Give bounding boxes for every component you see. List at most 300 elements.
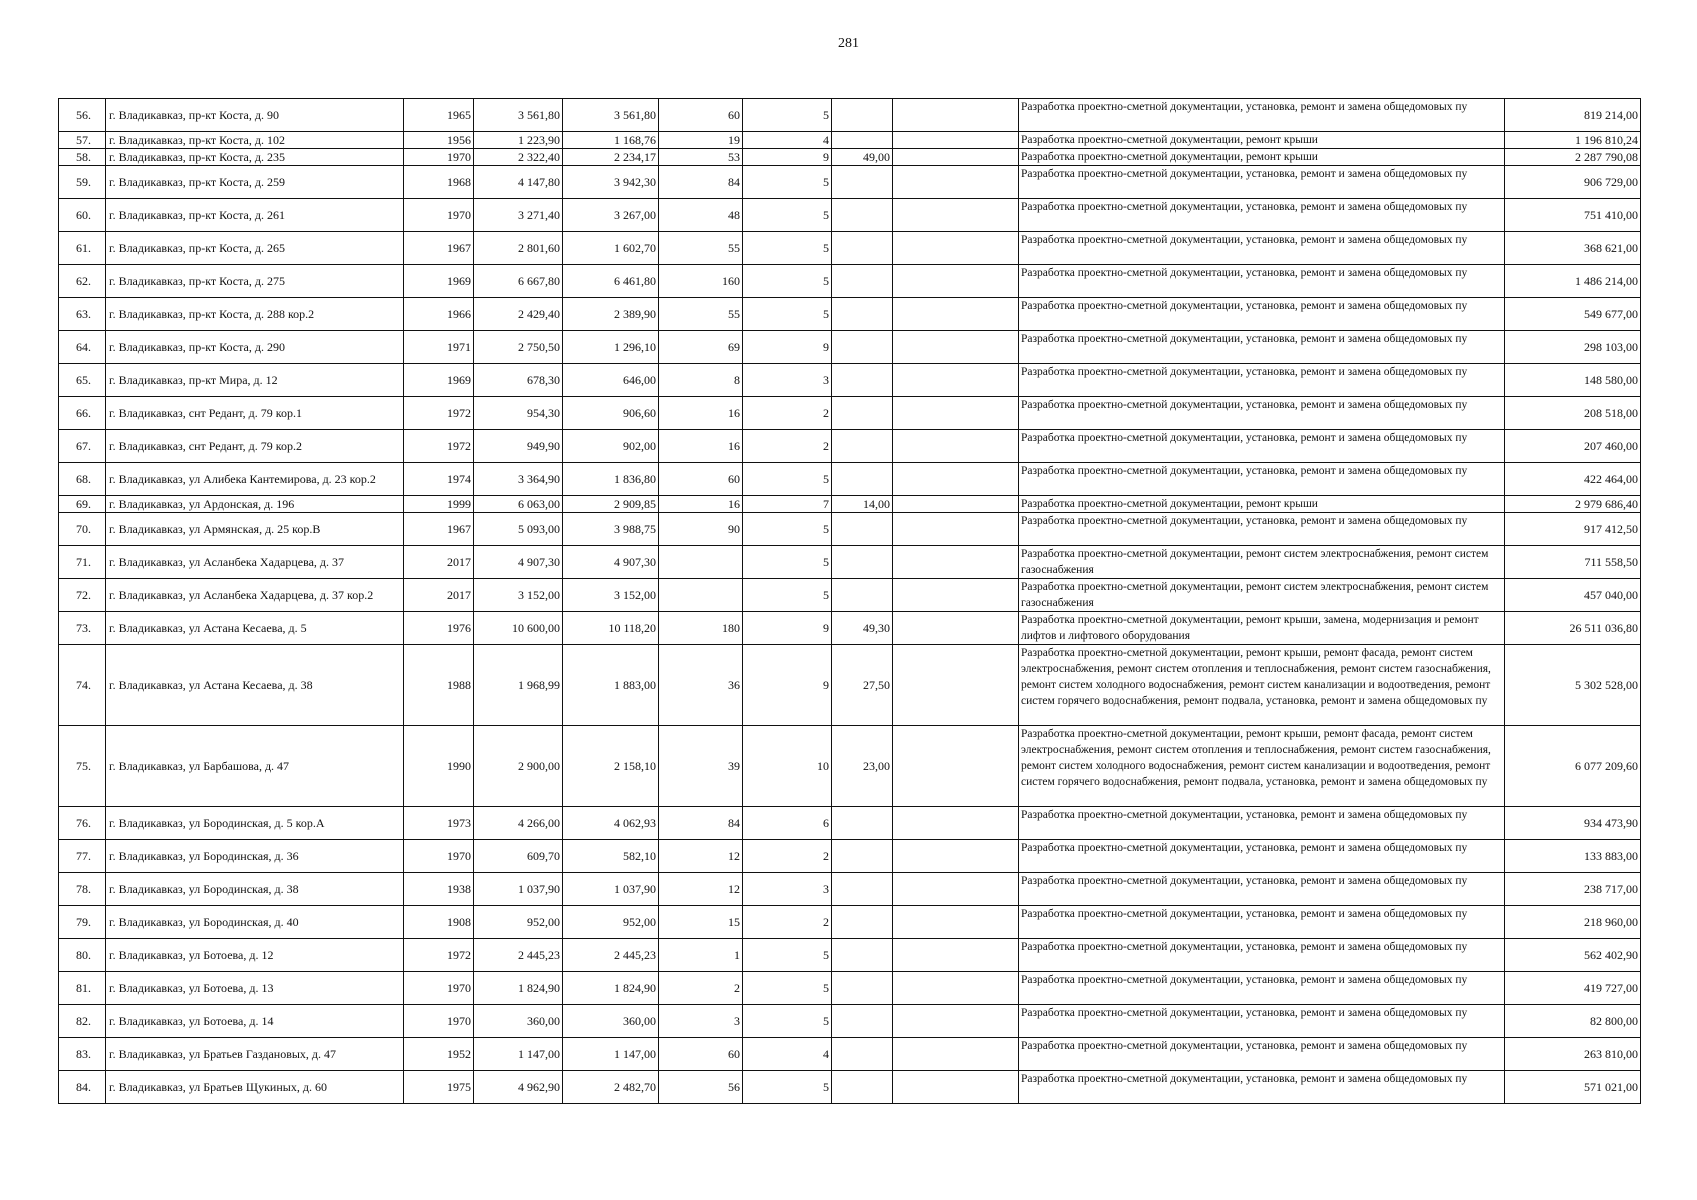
row-number: 64.	[59, 331, 106, 364]
floors-cell: 5	[743, 99, 832, 132]
roof-area-cell	[832, 132, 893, 149]
address-cell: г. Владикавказ, ул Бородинская, д. 5 кор.А	[106, 807, 404, 840]
roof-area-cell	[832, 513, 893, 546]
row-number: 81.	[59, 972, 106, 1005]
work-description-cell: Разработка проектно-сметной документации, установка, ремонт и замена общедомовых пу	[1019, 430, 1505, 463]
living-area-cell: 2 445,23	[563, 939, 659, 972]
empty-cell	[893, 546, 1019, 579]
row-number: 57.	[59, 132, 106, 149]
address-cell: г. Владикавказ, пр-кт Коста, д. 261	[106, 199, 404, 232]
table-row	[59, 840, 1641, 873]
work-description-cell: Разработка проектно-сметной документации, установка, ремонт и замена общедомовых пу	[1019, 939, 1505, 972]
living-area-cell: 1 168,76	[563, 132, 659, 149]
roof-area-cell	[832, 1005, 893, 1038]
roof-area-cell	[832, 199, 893, 232]
year-cell: 1967	[404, 513, 474, 546]
work-description-cell: Разработка проектно-сметной документации, установка, ремонт и замена общедомовых пу	[1019, 1005, 1505, 1038]
registry-table	[58, 98, 1641, 1104]
living-area-cell: 3 988,75	[563, 513, 659, 546]
work-description-cell: Разработка проектно-сметной документации, установка, ремонт и замена общедомовых пу	[1019, 397, 1505, 430]
cost-cell: 208 518,00	[1505, 397, 1641, 430]
living-area-cell: 2 909,85	[563, 496, 659, 513]
residents-cell: 69	[659, 331, 743, 364]
row-number: 71.	[59, 546, 106, 579]
living-area-cell: 2 234,17	[563, 149, 659, 166]
total-area-cell: 1 147,00	[474, 1038, 563, 1071]
residents-cell: 39	[659, 726, 743, 807]
empty-cell	[893, 840, 1019, 873]
roof-area-cell: 49,30	[832, 612, 893, 645]
work-description-cell: Разработка проектно-сметной документации, установка, ремонт и замена общедомовых пу	[1019, 807, 1505, 840]
empty-cell	[893, 364, 1019, 397]
living-area-cell: 952,00	[563, 906, 659, 939]
roof-area-cell	[832, 972, 893, 1005]
table-row	[59, 496, 1641, 513]
address-cell: г. Владикавказ, ул Ботоева, д. 13	[106, 972, 404, 1005]
living-area-cell: 1 883,00	[563, 645, 659, 726]
table-row	[59, 397, 1641, 430]
residents-cell: 19	[659, 132, 743, 149]
row-number: 67.	[59, 430, 106, 463]
year-cell: 1999	[404, 496, 474, 513]
cost-cell: 819 214,00	[1505, 99, 1641, 132]
floors-cell: 2	[743, 906, 832, 939]
cost-cell: 82 800,00	[1505, 1005, 1641, 1038]
year-cell: 1965	[404, 99, 474, 132]
address-cell: г. Владикавказ, ул Братьев Газдановых, д. 47	[106, 1038, 404, 1071]
work-description-cell: Разработка проектно-сметной документации, ремонт крыши	[1019, 149, 1505, 166]
year-cell: 1967	[404, 232, 474, 265]
cost-cell: 238 717,00	[1505, 873, 1641, 906]
living-area-cell: 360,00	[563, 1005, 659, 1038]
floors-cell: 7	[743, 496, 832, 513]
floors-cell: 5	[743, 265, 832, 298]
year-cell: 1988	[404, 645, 474, 726]
cost-cell: 751 410,00	[1505, 199, 1641, 232]
cost-cell: 2 287 790,08	[1505, 149, 1641, 166]
living-area-cell: 2 158,10	[563, 726, 659, 807]
row-number: 78.	[59, 873, 106, 906]
table-row	[59, 972, 1641, 1005]
year-cell: 1970	[404, 972, 474, 1005]
work-description-cell: Разработка проектно-сметной документации, установка, ремонт и замена общедомовых пу	[1019, 1071, 1505, 1104]
empty-cell	[893, 726, 1019, 807]
address-cell: г. Владикавказ, ул Асланбека Хадарцева, д. 37 кор.2	[106, 579, 404, 612]
work-description-cell: Разработка проектно-сметной документации, ремонт крыши	[1019, 496, 1505, 513]
living-area-cell: 10 118,20	[563, 612, 659, 645]
table-row	[59, 513, 1641, 546]
work-description-cell: Разработка проектно-сметной документации, ремонт систем электроснабжения, ремонт систем газоснабжения	[1019, 579, 1505, 612]
roof-area-cell	[832, 546, 893, 579]
roof-area-cell	[832, 939, 893, 972]
living-area-cell: 3 942,30	[563, 166, 659, 199]
empty-cell	[893, 1005, 1019, 1038]
address-cell: г. Владикавказ, снт Редант, д. 79 кор.2	[106, 430, 404, 463]
empty-cell	[893, 906, 1019, 939]
floors-cell: 2	[743, 397, 832, 430]
year-cell: 1956	[404, 132, 474, 149]
floors-cell: 5	[743, 1005, 832, 1038]
living-area-cell: 2 389,90	[563, 298, 659, 331]
row-number: 74.	[59, 645, 106, 726]
empty-cell	[893, 1071, 1019, 1104]
year-cell: 1970	[404, 1005, 474, 1038]
row-number: 56.	[59, 99, 106, 132]
total-area-cell: 609,70	[474, 840, 563, 873]
table-row	[59, 265, 1641, 298]
living-area-cell: 1 037,90	[563, 873, 659, 906]
floors-cell: 5	[743, 463, 832, 496]
work-description-cell: Разработка проектно-сметной документации, установка, ремонт и замена общедомовых пу	[1019, 873, 1505, 906]
living-area-cell: 6 461,80	[563, 265, 659, 298]
work-description-cell: Разработка проектно-сметной документации, ремонт крыши, ремонт фасада, ремонт систем электроснабжения, ремонт систем отопления и теплоснабжения, ремонт систем газоснабжения, ремонт систем холодного водоснабжения, ремонт систем канализации и водоотведения, ремонт систем горячего водоснабжения, ремонт подвала, установка, ремонт и замена общедомовых пу	[1019, 645, 1505, 726]
roof-area-cell	[832, 840, 893, 873]
residents-cell: 16	[659, 496, 743, 513]
floors-cell: 3	[743, 873, 832, 906]
total-area-cell: 6 063,00	[474, 496, 563, 513]
work-description-cell: Разработка проектно-сметной документации, установка, ремонт и замена общедомовых пу	[1019, 331, 1505, 364]
address-cell: г. Владикавказ, пр-кт Коста, д. 90	[106, 99, 404, 132]
year-cell: 1990	[404, 726, 474, 807]
living-area-cell: 906,60	[563, 397, 659, 430]
total-area-cell: 2 900,00	[474, 726, 563, 807]
address-cell: г. Владикавказ, пр-кт Коста, д. 259	[106, 166, 404, 199]
residents-cell: 2	[659, 972, 743, 1005]
roof-area-cell: 49,00	[832, 149, 893, 166]
work-description-cell: Разработка проектно-сметной документации, ремонт систем электроснабжения, ремонт систем газоснабжения	[1019, 546, 1505, 579]
work-description-cell: Разработка проектно-сметной документации, установка, ремонт и замена общедомовых пу	[1019, 232, 1505, 265]
row-number: 77.	[59, 840, 106, 873]
roof-area-cell	[832, 430, 893, 463]
row-number: 72.	[59, 579, 106, 612]
row-number: 60.	[59, 199, 106, 232]
total-area-cell: 954,30	[474, 397, 563, 430]
living-area-cell: 3 152,00	[563, 579, 659, 612]
work-description-cell: Разработка проектно-сметной документации, установка, ремонт и замена общедомовых пу	[1019, 364, 1505, 397]
total-area-cell: 4 266,00	[474, 807, 563, 840]
address-cell: г. Владикавказ, ул Ардонская, д. 196	[106, 496, 404, 513]
floors-cell: 4	[743, 132, 832, 149]
residents-cell: 60	[659, 463, 743, 496]
year-cell: 1972	[404, 397, 474, 430]
floors-cell: 5	[743, 232, 832, 265]
empty-cell	[893, 1038, 1019, 1071]
empty-cell	[893, 99, 1019, 132]
living-area-cell: 1 296,10	[563, 331, 659, 364]
roof-area-cell	[832, 1071, 893, 1104]
residents-cell: 55	[659, 232, 743, 265]
table-row	[59, 873, 1641, 906]
address-cell: г. Владикавказ, пр-кт Коста, д. 275	[106, 265, 404, 298]
empty-cell	[893, 397, 1019, 430]
floors-cell: 9	[743, 645, 832, 726]
roof-area-cell	[832, 232, 893, 265]
cost-cell: 368 621,00	[1505, 232, 1641, 265]
cost-cell: 419 727,00	[1505, 972, 1641, 1005]
address-cell: г. Владикавказ, ул Астана Кесаева, д. 5	[106, 612, 404, 645]
residents-cell: 60	[659, 1038, 743, 1071]
total-area-cell: 678,30	[474, 364, 563, 397]
empty-cell	[893, 579, 1019, 612]
total-area-cell: 1 824,90	[474, 972, 563, 1005]
table-row	[59, 612, 1641, 645]
residents-cell: 3	[659, 1005, 743, 1038]
cost-cell: 562 402,90	[1505, 939, 1641, 972]
row-number: 65.	[59, 364, 106, 397]
address-cell: г. Владикавказ, пр-кт Коста, д. 290	[106, 331, 404, 364]
floors-cell: 5	[743, 1071, 832, 1104]
residents-cell	[659, 579, 743, 612]
work-description-cell: Разработка проектно-сметной документации, установка, ремонт и замена общедомовых пу	[1019, 463, 1505, 496]
year-cell: 1970	[404, 840, 474, 873]
cost-cell: 207 460,00	[1505, 430, 1641, 463]
cost-cell: 148 580,00	[1505, 364, 1641, 397]
table-row	[59, 199, 1641, 232]
roof-area-cell	[832, 906, 893, 939]
total-area-cell: 3 152,00	[474, 579, 563, 612]
work-description-cell: Разработка проектно-сметной документации, ремонт крыши, ремонт фасада, ремонт систем электроснабжения, ремонт систем отопления и теплоснабжения, ремонт систем газоснабжения, ремонт систем холодного водоснабжения, ремонт систем канализации и водоотведения, ремонт систем горячего водоснабжения, ремонт подвала, установка, ремонт и замена общедомовых пу	[1019, 726, 1505, 807]
roof-area-cell	[832, 579, 893, 612]
address-cell: г. Владикавказ, ул Алибека Кантемирова, д. 23 кор.2	[106, 463, 404, 496]
total-area-cell: 5 093,00	[474, 513, 563, 546]
cost-cell: 711 558,50	[1505, 546, 1641, 579]
cost-cell: 298 103,00	[1505, 331, 1641, 364]
row-number: 58.	[59, 149, 106, 166]
cost-cell: 6 077 209,60	[1505, 726, 1641, 807]
row-number: 76.	[59, 807, 106, 840]
floors-cell: 5	[743, 546, 832, 579]
cost-cell: 906 729,00	[1505, 166, 1641, 199]
year-cell: 2017	[404, 546, 474, 579]
table-row	[59, 1071, 1641, 1104]
floors-cell: 5	[743, 298, 832, 331]
address-cell: г. Владикавказ, пр-кт Мира, д. 12	[106, 364, 404, 397]
roof-area-cell: 23,00	[832, 726, 893, 807]
row-number: 73.	[59, 612, 106, 645]
floors-cell: 6	[743, 807, 832, 840]
total-area-cell: 1 223,90	[474, 132, 563, 149]
cost-cell: 422 464,00	[1505, 463, 1641, 496]
floors-cell: 3	[743, 364, 832, 397]
table-row	[59, 546, 1641, 579]
living-area-cell: 902,00	[563, 430, 659, 463]
year-cell: 1908	[404, 906, 474, 939]
address-cell: г. Владикавказ, пр-кт Коста, д. 288 кор.2	[106, 298, 404, 331]
address-cell: г. Владикавказ, пр-кт Коста, д. 235	[106, 149, 404, 166]
address-cell: г. Владикавказ, ул Бородинская, д. 40	[106, 906, 404, 939]
work-description-cell: Разработка проектно-сметной документации, ремонт крыши	[1019, 132, 1505, 149]
table-row	[59, 906, 1641, 939]
empty-cell	[893, 298, 1019, 331]
total-area-cell: 2 322,40	[474, 149, 563, 166]
table-body	[59, 99, 1641, 1104]
work-description-cell: Разработка проектно-сметной документации, установка, ремонт и замена общедомовых пу	[1019, 166, 1505, 199]
residents-cell: 12	[659, 873, 743, 906]
total-area-cell: 4 962,90	[474, 1071, 563, 1104]
year-cell: 1973	[404, 807, 474, 840]
row-number: 70.	[59, 513, 106, 546]
row-number: 79.	[59, 906, 106, 939]
floors-cell: 5	[743, 972, 832, 1005]
empty-cell	[893, 149, 1019, 166]
empty-cell	[893, 972, 1019, 1005]
table-row	[59, 232, 1641, 265]
work-description-cell: Разработка проектно-сметной документации, установка, ремонт и замена общедомовых пу	[1019, 840, 1505, 873]
year-cell: 1972	[404, 939, 474, 972]
total-area-cell: 2 801,60	[474, 232, 563, 265]
floors-cell: 5	[743, 166, 832, 199]
empty-cell	[893, 873, 1019, 906]
table-row	[59, 645, 1641, 726]
roof-area-cell	[832, 807, 893, 840]
residents-cell: 15	[659, 906, 743, 939]
year-cell: 1970	[404, 199, 474, 232]
roof-area-cell	[832, 364, 893, 397]
row-number: 82.	[59, 1005, 106, 1038]
roof-area-cell	[832, 331, 893, 364]
floors-cell: 2	[743, 840, 832, 873]
empty-cell	[893, 430, 1019, 463]
address-cell: г. Владикавказ, снт Редант, д. 79 кор.1	[106, 397, 404, 430]
year-cell: 1971	[404, 331, 474, 364]
living-area-cell: 3 267,00	[563, 199, 659, 232]
address-cell: г. Владикавказ, ул Братьев Щукиных, д. 60	[106, 1071, 404, 1104]
table-row	[59, 99, 1641, 132]
table-row	[59, 726, 1641, 807]
total-area-cell: 2 445,23	[474, 939, 563, 972]
total-area-cell: 1 968,99	[474, 645, 563, 726]
row-number: 63.	[59, 298, 106, 331]
table-row	[59, 149, 1641, 166]
table-row	[59, 132, 1641, 149]
residents-cell: 55	[659, 298, 743, 331]
work-description-cell: Разработка проектно-сметной документации, установка, ремонт и замена общедомовых пу	[1019, 906, 1505, 939]
residents-cell: 8	[659, 364, 743, 397]
year-cell: 1969	[404, 364, 474, 397]
total-area-cell: 4 907,30	[474, 546, 563, 579]
residents-cell: 90	[659, 513, 743, 546]
table-row	[59, 364, 1641, 397]
living-area-cell: 4 062,93	[563, 807, 659, 840]
residents-cell: 16	[659, 397, 743, 430]
cost-cell: 5 302 528,00	[1505, 645, 1641, 726]
cost-cell: 1 486 214,00	[1505, 265, 1641, 298]
cost-cell: 26 511 036,80	[1505, 612, 1641, 645]
empty-cell	[893, 232, 1019, 265]
cost-cell: 263 810,00	[1505, 1038, 1641, 1071]
table-row	[59, 430, 1641, 463]
total-area-cell: 3 364,90	[474, 463, 563, 496]
floors-cell: 9	[743, 331, 832, 364]
cost-cell: 133 883,00	[1505, 840, 1641, 873]
address-cell: г. Владикавказ, пр-кт Коста, д. 265	[106, 232, 404, 265]
address-cell: г. Владикавказ, ул Ботоева, д. 14	[106, 1005, 404, 1038]
cost-cell: 218 960,00	[1505, 906, 1641, 939]
living-area-cell: 1 147,00	[563, 1038, 659, 1071]
residents-cell	[659, 546, 743, 579]
roof-area-cell	[832, 873, 893, 906]
work-description-cell: Разработка проектно-сметной документации, установка, ремонт и замена общедомовых пу	[1019, 513, 1505, 546]
roof-area-cell	[832, 1038, 893, 1071]
empty-cell	[893, 807, 1019, 840]
living-area-cell: 1 602,70	[563, 232, 659, 265]
table-row	[59, 579, 1641, 612]
row-number: 80.	[59, 939, 106, 972]
floors-cell: 5	[743, 939, 832, 972]
floors-cell: 5	[743, 513, 832, 546]
total-area-cell: 6 667,80	[474, 265, 563, 298]
work-description-cell: Разработка проектно-сметной документации, установка, ремонт и замена общедомовых пу	[1019, 972, 1505, 1005]
empty-cell	[893, 331, 1019, 364]
empty-cell	[893, 612, 1019, 645]
total-area-cell: 360,00	[474, 1005, 563, 1038]
total-area-cell: 4 147,80	[474, 166, 563, 199]
address-cell: г. Владикавказ, ул Бородинская, д. 38	[106, 873, 404, 906]
year-cell: 1972	[404, 430, 474, 463]
residents-cell: 48	[659, 199, 743, 232]
total-area-cell: 2 429,40	[474, 298, 563, 331]
address-cell: г. Владикавказ, ул Бородинская, д. 36	[106, 840, 404, 873]
empty-cell	[893, 265, 1019, 298]
year-cell: 1938	[404, 873, 474, 906]
row-number: 68.	[59, 463, 106, 496]
floors-cell: 9	[743, 149, 832, 166]
residents-cell: 56	[659, 1071, 743, 1104]
total-area-cell: 10 600,00	[474, 612, 563, 645]
empty-cell	[893, 132, 1019, 149]
table-row	[59, 939, 1641, 972]
residents-cell: 84	[659, 807, 743, 840]
empty-cell	[893, 513, 1019, 546]
residents-cell: 1	[659, 939, 743, 972]
residents-cell: 160	[659, 265, 743, 298]
address-cell: г. Владикавказ, ул Ботоева, д. 12	[106, 939, 404, 972]
cost-cell: 457 040,00	[1505, 579, 1641, 612]
address-cell: г. Владикавказ, ул Армянская, д. 25 кор.В	[106, 513, 404, 546]
address-cell: г. Владикавказ, ул Астана Кесаева, д. 38	[106, 645, 404, 726]
residents-cell: 36	[659, 645, 743, 726]
cost-cell: 571 021,00	[1505, 1071, 1641, 1104]
total-area-cell: 3 561,80	[474, 99, 563, 132]
cost-cell: 917 412,50	[1505, 513, 1641, 546]
residents-cell: 16	[659, 430, 743, 463]
empty-cell	[893, 463, 1019, 496]
living-area-cell: 1 836,80	[563, 463, 659, 496]
total-area-cell: 952,00	[474, 906, 563, 939]
floors-cell: 5	[743, 579, 832, 612]
row-number: 59.	[59, 166, 106, 199]
roof-area-cell: 27,50	[832, 645, 893, 726]
row-number: 69.	[59, 496, 106, 513]
year-cell: 1969	[404, 265, 474, 298]
floors-cell: 2	[743, 430, 832, 463]
roof-area-cell	[832, 463, 893, 496]
row-number: 83.	[59, 1038, 106, 1071]
table-row	[59, 331, 1641, 364]
living-area-cell: 582,10	[563, 840, 659, 873]
floors-cell: 5	[743, 199, 832, 232]
table-row	[59, 807, 1641, 840]
year-cell: 2017	[404, 579, 474, 612]
table-row	[59, 1038, 1641, 1071]
living-area-cell: 3 561,80	[563, 99, 659, 132]
address-cell: г. Владикавказ, ул Барбашова, д. 47	[106, 726, 404, 807]
work-description-cell: Разработка проектно-сметной документации, установка, ремонт и замена общедомовых пу	[1019, 99, 1505, 132]
address-cell: г. Владикавказ, пр-кт Коста, д. 102	[106, 132, 404, 149]
year-cell: 1974	[404, 463, 474, 496]
empty-cell	[893, 496, 1019, 513]
work-description-cell: Разработка проектно-сметной документации, установка, ремонт и замена общедомовых пу	[1019, 265, 1505, 298]
